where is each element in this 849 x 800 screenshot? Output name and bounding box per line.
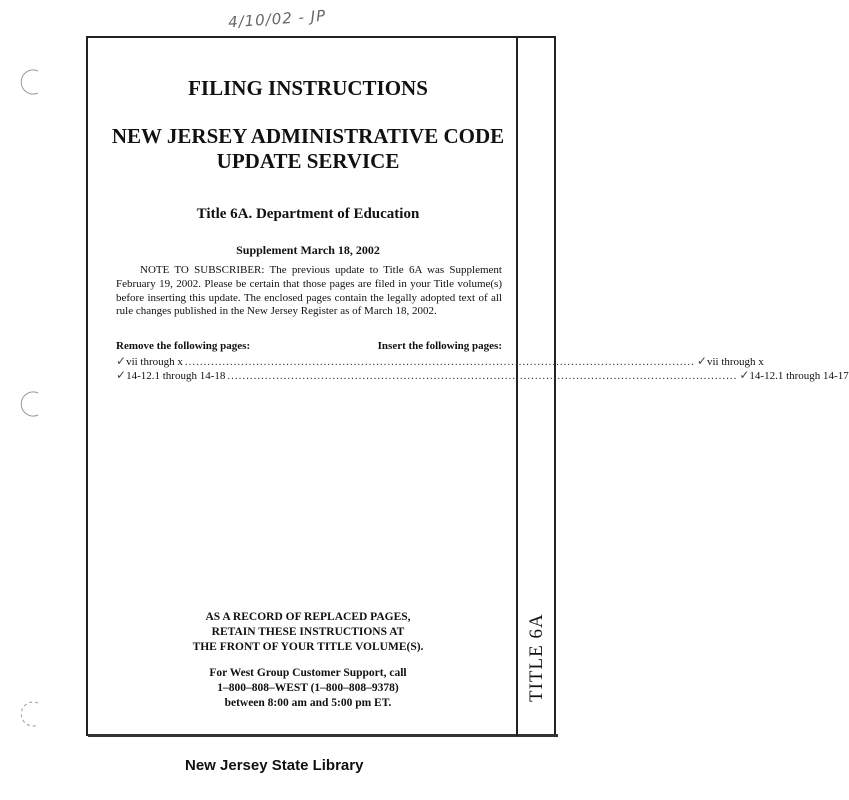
remove-pages: 14-12.1 through 14-18 [126,370,226,382]
library-stamp: New Jersey State Library [185,757,364,774]
subscriber-note [116,264,502,319]
punch-hole-top [20,68,42,96]
check-mark-icon: ✓ [696,354,707,368]
spine-label-text: TITLE 6A [526,613,547,702]
code-title [100,124,516,174]
leader-dots: ........................................................................................................................................ [184,356,695,368]
support-phone: 1–800–808–WEST (1–800–808–9378) [217,682,399,694]
spine-divider [516,36,518,736]
support-hours: between 8:00 am and 5:00 pm ET. [224,697,392,709]
page-title: FILING INSTRUCTIONS [188,76,428,100]
customer-support [100,666,516,711]
subscriber-note-text: NOTE TO SUBSCRIBER: The previous update to Title 6A was Supplement February 19, 2002. Please be certain that those pages are filed in your Title volume(s) before inserting this update. The enclosed pages contain the legally adopted text of all rule changes published in the New Jersey Register as of March 18, 2002. [116,264,502,318]
record-line: AS A RECORD OF REPLACED PAGES, [205,611,411,623]
record-instructions [100,610,516,655]
insert-pages: vii through x [706,356,764,368]
check-mark-icon: ✓ [116,368,127,382]
leader-dots: ........................................................................................................................................ [227,370,738,382]
supplement-date: Supplement March 18, 2002 [236,243,380,257]
remove-header: Remove the following pages: [116,340,251,352]
page-row [116,354,764,368]
page-row [116,368,849,382]
insert-pages: 14-12.1 through 14-17 [749,370,849,382]
title-reference: Title 6A. Department of Education [196,206,420,222]
code-title-line2: UPDATE SERVICE [216,149,400,173]
insert-header: Insert the following pages: [377,340,502,352]
punch-hole-bottom [20,700,42,728]
support-line: For West Group Customer Support, call [209,667,407,679]
check-mark-icon: ✓ [116,354,127,368]
record-line: RETAIN THESE INSTRUCTIONS AT [211,626,405,638]
remove-pages: vii through x [126,356,183,368]
frame-shadow [88,734,558,737]
spine-label [526,613,547,702]
handwritten-note: 4/10/02 - JP [227,6,327,32]
punch-hole-middle [20,390,42,418]
check-mark-icon: ✓ [739,368,750,382]
code-title-line1: NEW JERSEY ADMINISTRATIVE CODE [111,124,505,148]
record-line: THE FRONT OF YOUR TITLE VOLUME(S). [192,641,424,653]
